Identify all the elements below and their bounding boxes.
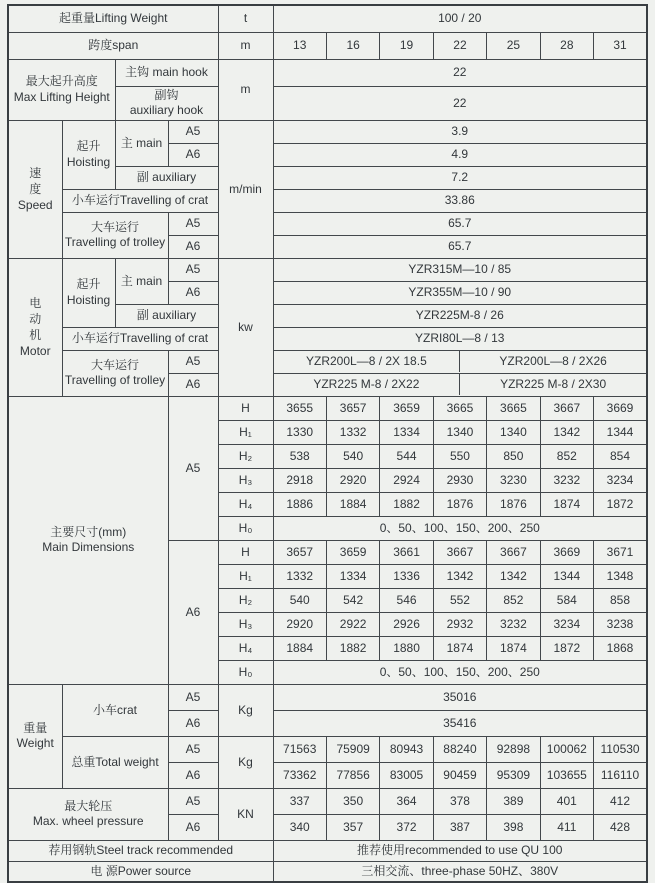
- dim-value: 3655: [273, 396, 326, 420]
- lifting-weight-label: 起重量Lifting Weight: [8, 5, 218, 32]
- dim-value: 1874: [433, 636, 486, 660]
- speed-main-label: 主 main: [115, 120, 168, 166]
- pressure-value: 401: [540, 788, 593, 814]
- dim-value: 3234: [594, 468, 647, 492]
- weight-label-en: Weight: [16, 736, 54, 751]
- grade-a6-label: A6: [168, 710, 218, 736]
- grade-a6-label: A6: [168, 373, 218, 396]
- speed-trolley-a5-value: 65.7: [273, 212, 647, 235]
- speed-hoisting-label: [62, 120, 115, 189]
- grade-a5-label: A5: [168, 212, 218, 235]
- speed-trolley-en: Travelling of trolley: [64, 235, 166, 250]
- dims-a6-grade-label: A6: [168, 540, 218, 684]
- dim-value: 3661: [380, 540, 433, 564]
- dim-value: 1874: [487, 636, 540, 660]
- dim-value: 3234: [540, 612, 593, 636]
- dim-value: 3671: [594, 540, 647, 564]
- dim-value: 540: [326, 444, 379, 468]
- pressure-label-cn: 最大轮压: [64, 798, 113, 813]
- row-speed-crat: [8, 189, 647, 212]
- speed-trolley-cn: 大车运行: [90, 219, 139, 234]
- span-value: 31: [594, 32, 647, 59]
- motor-trolley-cn: 大车运行: [90, 357, 139, 372]
- dim-value: 1334: [380, 420, 433, 444]
- dim-value: 3659: [326, 540, 379, 564]
- dim-value: 1342: [540, 420, 593, 444]
- dim-value: 2920: [326, 468, 379, 492]
- pressure-value: 389: [487, 788, 540, 814]
- speed-label-cn: 速度: [29, 166, 42, 197]
- row-motor-trolley-a5: [8, 350, 647, 373]
- dim-row-label: H₀: [218, 516, 273, 540]
- weight-crat-a6-value: 35416: [273, 710, 647, 736]
- weight-value: 90459: [433, 762, 486, 788]
- speed-section-label: [8, 120, 62, 258]
- dim-value: 3665: [487, 396, 540, 420]
- max-height-unit: m: [218, 59, 273, 120]
- dim-row-label: H₃: [218, 612, 273, 636]
- speed-hoisting-cn: 起升: [76, 139, 101, 154]
- span-value: 28: [540, 32, 593, 59]
- pressure-value: 337: [273, 788, 326, 814]
- motor-hoisting-label: [62, 258, 115, 327]
- grade-a6-label: A6: [168, 281, 218, 304]
- dim-value: 2930: [433, 468, 486, 492]
- dim-value: 1334: [326, 564, 379, 588]
- max-height-label-cn: 最大起升高度: [25, 74, 98, 88]
- row-span: [8, 32, 647, 59]
- dim-value: 550: [433, 444, 486, 468]
- row-lifting-weight: [8, 5, 647, 32]
- dim-value: 540: [273, 588, 326, 612]
- dim-value: 546: [380, 588, 433, 612]
- dim-value: 1868: [594, 636, 647, 660]
- pressure-unit: KN: [218, 788, 273, 840]
- dim-value: 1872: [594, 492, 647, 516]
- power-source-label: 电 源Power source: [8, 861, 273, 882]
- motor-trolley-a6-values: [273, 373, 647, 396]
- pressure-value: 357: [326, 814, 379, 840]
- dim-value: 1882: [326, 636, 379, 660]
- motor-section-label: [8, 258, 62, 396]
- weight-value: 71563: [273, 736, 326, 762]
- grade-a5-label: A5: [168, 684, 218, 710]
- grade-a5-label: A5: [168, 350, 218, 373]
- dim-value: 1342: [487, 564, 540, 588]
- dim-value: 3230: [487, 468, 540, 492]
- dim-value: 1332: [326, 420, 379, 444]
- dim-value: 1340: [487, 420, 540, 444]
- dim-value: 584: [540, 588, 593, 612]
- weight-value: 110530: [594, 736, 647, 762]
- weight-value: 83005: [380, 762, 433, 788]
- dim-value: 1884: [326, 492, 379, 516]
- dim-value: 1332: [273, 564, 326, 588]
- dim-value: 3232: [487, 612, 540, 636]
- motor-crat-value: YZRI80L—8 / 13: [273, 327, 647, 350]
- dim-value: 854: [594, 444, 647, 468]
- row-main-hook-height: [8, 59, 647, 86]
- motor-hoisting-en: Hoisting: [66, 292, 111, 307]
- dim-value: 3232: [540, 468, 593, 492]
- weight-value: 88240: [433, 736, 486, 762]
- weight-value: 103655: [540, 762, 593, 788]
- dims-label-en: Main Dimensions: [42, 540, 135, 555]
- speed-trolley-a6-value: 65.7: [273, 235, 647, 258]
- dim-value: 1886: [273, 492, 326, 516]
- grade-a5-label: A5: [168, 736, 218, 762]
- span-label: 跨度span: [8, 32, 218, 59]
- dim-value: 1882: [380, 492, 433, 516]
- speed-aux-value: 7.2: [273, 166, 647, 189]
- weight-value: 100062: [540, 736, 593, 762]
- pressure-value: 378: [433, 788, 486, 814]
- dim-value: 2926: [380, 612, 433, 636]
- dim-row-label: H₄: [218, 492, 273, 516]
- steel-track-value: 推荐使用recommended to use QU 100: [273, 840, 647, 861]
- lifting-weight-unit: t: [218, 5, 273, 32]
- row-weight-crat-a5: [8, 684, 647, 710]
- weight-crat-unit: Kg: [218, 684, 273, 736]
- weight-value: 95309: [487, 762, 540, 788]
- dim-row-label: H₀: [218, 660, 273, 684]
- dim-value: 3659: [380, 396, 433, 420]
- speed-crat-label: 小车运行Travelling of crat: [62, 189, 218, 212]
- motor-trolley-en: Travelling of trolley: [64, 373, 166, 388]
- grade-a5-label: A5: [168, 120, 218, 143]
- grade-a5-label: A5: [168, 788, 218, 814]
- dims-a5-grade-label: A5: [168, 396, 218, 540]
- motor-aux-value: YZR225M-8 / 26: [273, 304, 647, 327]
- dim-row-label: H: [218, 396, 273, 420]
- pressure-value: 412: [594, 788, 647, 814]
- max-height-label-en: Max Lifting Height: [13, 89, 110, 104]
- weight-value: 116110: [594, 762, 647, 788]
- dim-value: 852: [540, 444, 593, 468]
- weight-total-label: 总重Total weight: [62, 736, 168, 788]
- speed-aux-label: 副 auxiliary: [115, 166, 218, 189]
- aux-hook-value: 22: [273, 86, 647, 120]
- grade-a6-label: A6: [168, 143, 218, 166]
- pressure-section-label: [8, 788, 168, 840]
- dim-h0-merged-value: 0、50、100、150、200、250: [273, 516, 647, 540]
- dim-row-label: H₃: [218, 468, 273, 492]
- dim-value: 1880: [380, 636, 433, 660]
- row-motor-main-a5: [8, 258, 647, 281]
- pressure-value: 364: [380, 788, 433, 814]
- max-height-label: [8, 59, 115, 120]
- grade-a6-label: A6: [168, 814, 218, 840]
- motor-trolley-a5-right: YZR200L—8 / 2X26: [459, 351, 646, 372]
- dim-value: 3669: [594, 396, 647, 420]
- row-speed-trolley-a5: [8, 212, 647, 235]
- motor-trolley-a6-right: YZR225 M-8 / 2X30: [459, 374, 646, 395]
- main-hook-value: 22: [273, 59, 647, 86]
- weight-value: 75909: [326, 736, 379, 762]
- dim-h0-merged-value: 0、50、100、150、200、250: [273, 660, 647, 684]
- pressure-value: 387: [433, 814, 486, 840]
- dim-value: 3665: [433, 396, 486, 420]
- motor-crat-label: 小车运行Travelling of crat: [62, 327, 218, 350]
- dim-value: 858: [594, 588, 647, 612]
- dim-value: 2922: [326, 612, 379, 636]
- speed-main-a6-value: 4.9: [273, 143, 647, 166]
- motor-main-a6-value: YZR355M—10 / 90: [273, 281, 647, 304]
- dim-row-label: H₄: [218, 636, 273, 660]
- speed-label-en: Speed: [17, 197, 53, 212]
- motor-main-a5-value: YZR315M—10 / 85: [273, 258, 647, 281]
- main-hook-label: 主钩 main hook: [115, 59, 218, 86]
- weight-value: 80943: [380, 736, 433, 762]
- row-motor-crat: [8, 327, 647, 350]
- dim-value: 1344: [594, 420, 647, 444]
- dim-value: 2920: [273, 612, 326, 636]
- pressure-value: 350: [326, 788, 379, 814]
- dim-row-label: H: [218, 540, 273, 564]
- motor-trolley-a5-left: YZR200L—8 / 2X 18.5: [306, 354, 427, 369]
- dims-label-cn: 主要尺寸(mm): [50, 524, 127, 539]
- dim-value: 2924: [380, 468, 433, 492]
- motor-hoisting-cn: 起升: [76, 277, 101, 292]
- pressure-value: 340: [273, 814, 326, 840]
- row-dims-a5-h: [8, 396, 647, 420]
- dim-value: 552: [433, 588, 486, 612]
- speed-main-a5-value: 3.9: [273, 120, 647, 143]
- dim-value: 1336: [380, 564, 433, 588]
- pressure-value: 411: [540, 814, 593, 840]
- motor-trolley-a5-values: [273, 350, 647, 373]
- weight-section-label: [8, 684, 62, 788]
- dim-value: 2932: [433, 612, 486, 636]
- dim-value: 3657: [326, 396, 379, 420]
- motor-trolley-label: [62, 350, 168, 396]
- steel-track-label: 荐用钢轨Steel track recommended: [8, 840, 273, 861]
- weight-value: 92898: [487, 736, 540, 762]
- dim-value: 1330: [273, 420, 326, 444]
- row-pressure-a5: [8, 788, 647, 814]
- dim-row-label: H₁: [218, 420, 273, 444]
- row-weight-total-a5: [8, 736, 647, 762]
- dim-value: 850: [487, 444, 540, 468]
- pressure-value: 398: [487, 814, 540, 840]
- dims-section-label: [8, 396, 168, 684]
- dim-value: 1884: [273, 636, 326, 660]
- dim-value: 1344: [540, 564, 593, 588]
- dim-value: 852: [487, 588, 540, 612]
- span-value: 13: [273, 32, 326, 59]
- weight-value: 73362: [273, 762, 326, 788]
- dim-value: 1874: [540, 492, 593, 516]
- dim-value: 3667: [433, 540, 486, 564]
- pressure-value: 428: [594, 814, 647, 840]
- span-unit: m: [218, 32, 273, 59]
- span-value: 19: [380, 32, 433, 59]
- grade-a6-label: A6: [168, 235, 218, 258]
- dim-value: 3667: [487, 540, 540, 564]
- dim-value: 3238: [594, 612, 647, 636]
- speed-crat-value: 33.86: [273, 189, 647, 212]
- dim-value: 3669: [540, 540, 593, 564]
- speed-unit: m/min: [218, 120, 273, 258]
- dim-value: 3657: [273, 540, 326, 564]
- crane-spec-table: [7, 4, 648, 883]
- pressure-label-en: Max. wheel pressure: [32, 814, 144, 829]
- row-steel-track: [8, 840, 647, 861]
- dim-value: 1348: [594, 564, 647, 588]
- span-value: 22: [433, 32, 486, 59]
- dim-value: 1340: [433, 420, 486, 444]
- dim-value: 1872: [540, 636, 593, 660]
- dim-row-label: H₂: [218, 588, 273, 612]
- motor-label-cn: 电动机: [29, 296, 42, 343]
- span-value: 16: [326, 32, 379, 59]
- dim-row-label: H₁: [218, 564, 273, 588]
- weight-value: 77856: [326, 762, 379, 788]
- dim-value: 1876: [487, 492, 540, 516]
- weight-crat-a5-value: 35016: [273, 684, 647, 710]
- power-source-value: 三相交流、three-phase 50HZ、380V: [273, 861, 647, 882]
- aux-hook-label-en: auxiliary hook: [129, 103, 204, 118]
- weight-crat-label: 小车crat: [62, 684, 168, 736]
- dim-value: 542: [326, 588, 379, 612]
- grade-a6-label: A6: [168, 762, 218, 788]
- speed-trolley-label: [62, 212, 168, 258]
- dim-value: 544: [380, 444, 433, 468]
- aux-hook-label-cn: 副钩: [154, 87, 179, 102]
- dim-row-label: H₂: [218, 444, 273, 468]
- weight-total-unit: Kg: [218, 736, 273, 788]
- lifting-weight-value: 100 / 20: [273, 5, 647, 32]
- pressure-value: 372: [380, 814, 433, 840]
- span-value: 25: [487, 32, 540, 59]
- motor-unit: kw: [218, 258, 273, 396]
- grade-a5-label: A5: [168, 258, 218, 281]
- motor-label-en: Motor: [19, 343, 51, 358]
- aux-hook-label: [115, 86, 218, 120]
- dim-value: 538: [273, 444, 326, 468]
- row-speed-main-a5: [8, 120, 647, 143]
- motor-main-label: 主 main: [115, 258, 168, 304]
- weight-label-cn: 重量: [23, 720, 48, 735]
- dim-value: 3667: [540, 396, 593, 420]
- row-power-source: [8, 861, 647, 882]
- dim-value: 2918: [273, 468, 326, 492]
- dim-value: 1876: [433, 492, 486, 516]
- dim-value: 1342: [433, 564, 486, 588]
- speed-hoisting-en: Hoisting: [66, 154, 111, 169]
- motor-trolley-a6-left: YZR225 M-8 / 2X22: [313, 377, 420, 392]
- motor-aux-label: 副 auxiliary: [115, 304, 218, 327]
